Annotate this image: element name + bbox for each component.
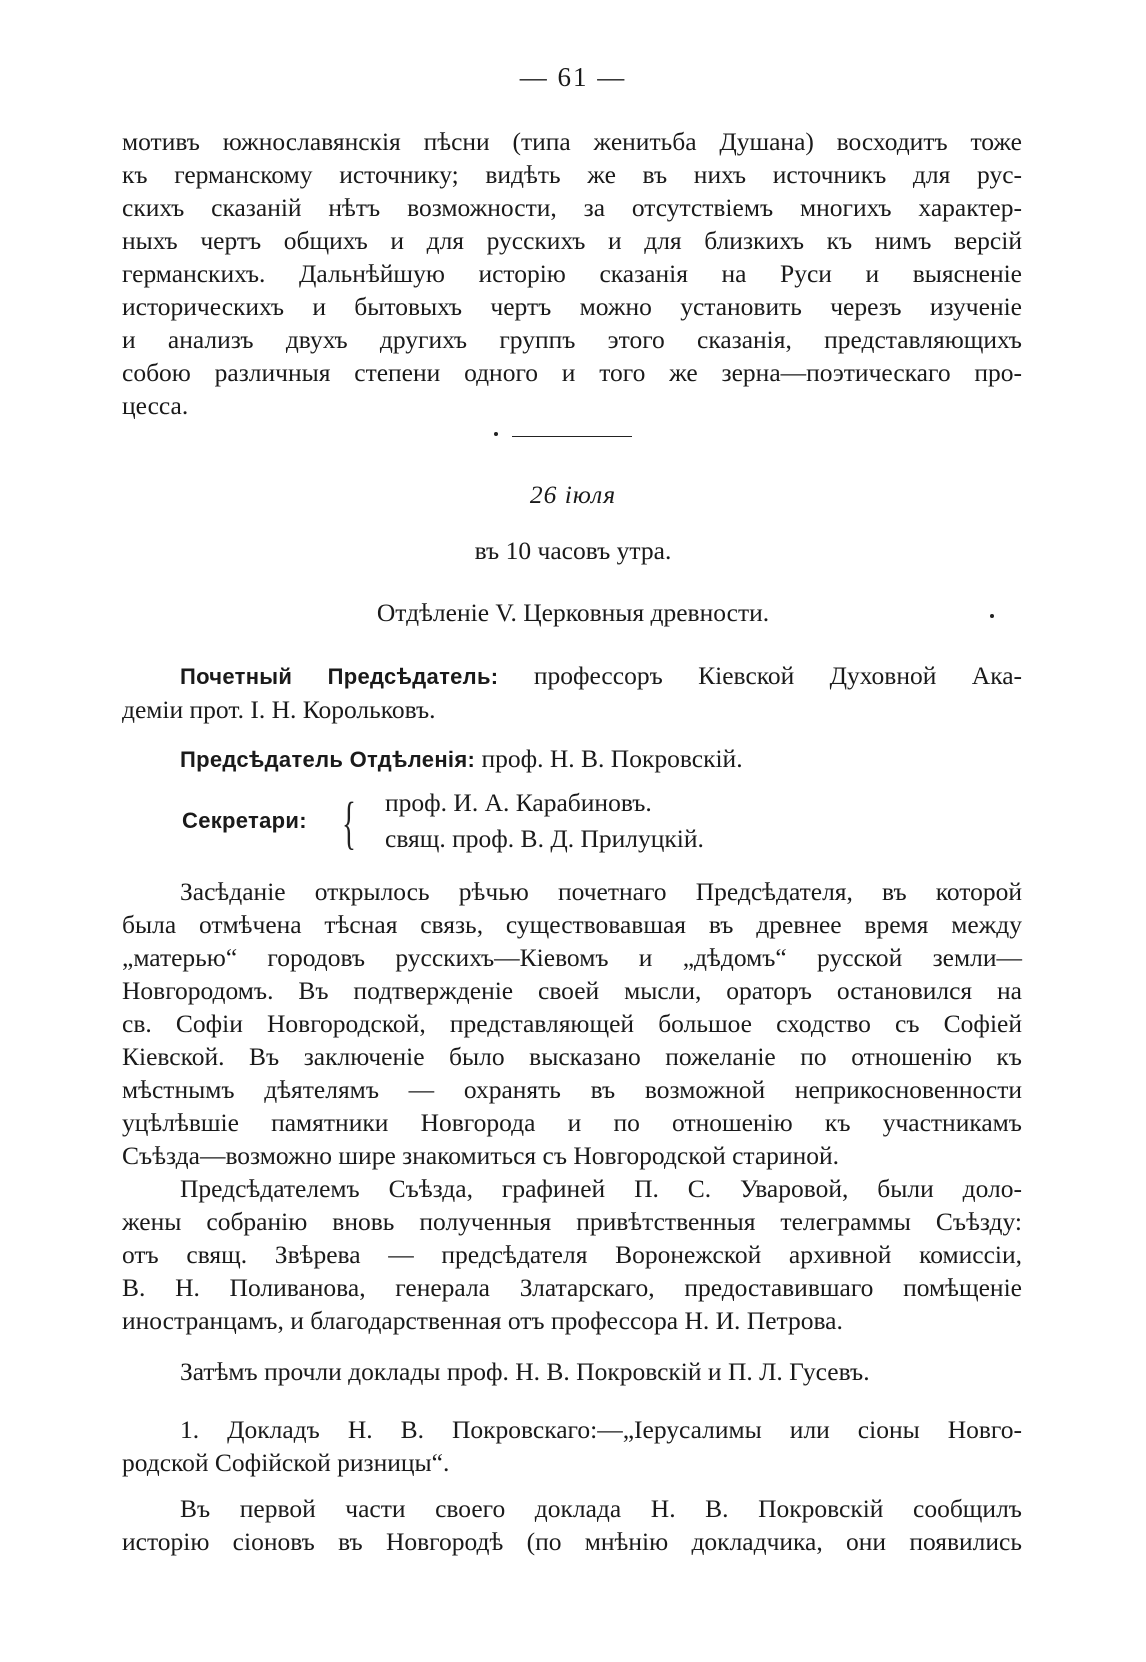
text-line: отъ свящ. Звѣрева — предсѣдателя Воронежской архивной комиссіи, [122,1240,1022,1269]
honorary-chairman-label: Почетный Предсѣдатель: [180,664,499,689]
text-line: Въ первой части своего доклада Н. В. Покровскій сообщилъ [180,1494,1022,1523]
secretary-1: проф. И. А. Карабиновъ. [385,788,652,817]
text-line: Засѣданіе открылось рѣчью почетнаго Предсѣдателя, въ которой [180,877,1022,906]
text-line: Кіевской. Въ заключеніе было высказано пожеланіе по отношенію къ [122,1042,1022,1071]
first-part-paragraph [122,1492,1022,1558]
text-line: уцѣлѣвшіе памятники Новгорода и по отношенію къ участникамъ [122,1108,1022,1137]
secretaries [182,788,1022,868]
text-line: Затѣмъ прочли доклады проф. Н. В. Покровскій и П. Л. Гусевъ. [180,1357,870,1386]
text-line: иностранцамъ, и благодарственная отъ профессора Н. И. Петрова. [122,1306,843,1335]
session-time: въ 10 часовъ утра. [474,536,672,565]
text-line: собою различныя степени одного и того же зерна—поэтическаго про- [122,358,1022,387]
honorary-chairman [122,659,1022,726]
opening-paragraph [122,875,1022,1172]
intro-paragraph [122,125,1022,422]
text-line: Предсѣдателемъ Съѣзда, графиней П. С. Уваровой, были доло- [180,1174,1022,1203]
text-line: мѣстнымъ дѣятелямъ — охранять въ возможной неприкосновенности [122,1075,1022,1104]
report-1 [122,1413,1022,1479]
text-line: исторію сіоновъ въ Новгородѣ (по мнѣнію докладчика, они появились [122,1527,1022,1556]
text-line: ныхъ чертъ общихъ и для русскихъ и для близкихъ къ нимъ версій [122,226,1022,255]
honorary-chairman-line-2: деміи прот. І. Н. Корольковъ. [122,695,436,724]
section-title: Отдѣленіе V. Церковныя древности. [376,598,770,627]
text-line: и анализъ двухъ другихъ группъ этого сказанія, представляющихъ [122,325,1022,354]
ink-dot [990,614,994,618]
honorary-chairman-line [122,659,1022,693]
text-line: цесса. [122,391,189,420]
text-line: жены собранію вновь полученныя привѣтственныя телеграммы Съѣзду: [122,1207,1022,1236]
telegrams-paragraph [122,1172,1022,1337]
section-chairman-label: Предсѣдатель Отдѣленія: [180,747,476,772]
section-chairman [122,742,1022,776]
text-line: родской Софійской ризницы“. [122,1448,450,1477]
text-line: была отмѣчена тѣсная связь, существовавшая въ древнее время между [122,910,1022,939]
text-line: Съѣзда—возможно шире знакомиться съ Новгородской стариной. [122,1141,840,1170]
text-line: „матерью“ городовъ русскихъ—Кіевомъ и „дѣдомъ“ русской земли— [122,943,1022,972]
text-line: св. Софіи Новгородской, представляющей большое сходство съ Софіей [122,1009,1022,1038]
secretary-2: свящ. проф. В. Д. Прилуцкій. [385,824,704,853]
text-line: скихъ сказаній нѣтъ возможности, за отсутствіемъ многихъ характер- [122,193,1022,222]
section-chairman-text: проф. Н. В. Покровскій. [481,744,743,773]
page-number: — 61 — [519,62,627,92]
brace-icon: { [342,790,356,855]
text-line: германскихъ. Дальнѣйшую исторію сказанія на Руси и выясненіе [122,259,1022,288]
session-date: 26 іюля [529,480,617,509]
text-line: къ германскому источнику; видѣть же въ нихъ источникъ для рус- [122,160,1022,189]
secretaries-label: Секретари: [182,808,307,833]
text-line: В. Н. Поливанова, генерала Златарскаго, предоставившаго помѣщеніе [122,1273,1022,1302]
text-line: Новгородомъ. Въ подтвержденіе своей мысли, ораторъ остановился на [122,976,1022,1005]
section-divider [512,436,632,437]
text-line: историческихъ и бытовыхъ чертъ можно установить черезъ изученіе [122,292,1022,321]
ink-dot [494,432,498,436]
honorary-chairman-text: профессоръ Кіевской Духовной Ака- [533,661,1023,690]
reports-paragraph [122,1355,1022,1388]
text-line: мотивъ южнославянскія пѣсни (типа женитьба Душана) восходитъ тоже [122,127,1022,156]
text-line: 1. Докладъ Н. В. Покровскаго:—„Іерусалимы или сіоны Новго- [180,1415,1022,1444]
